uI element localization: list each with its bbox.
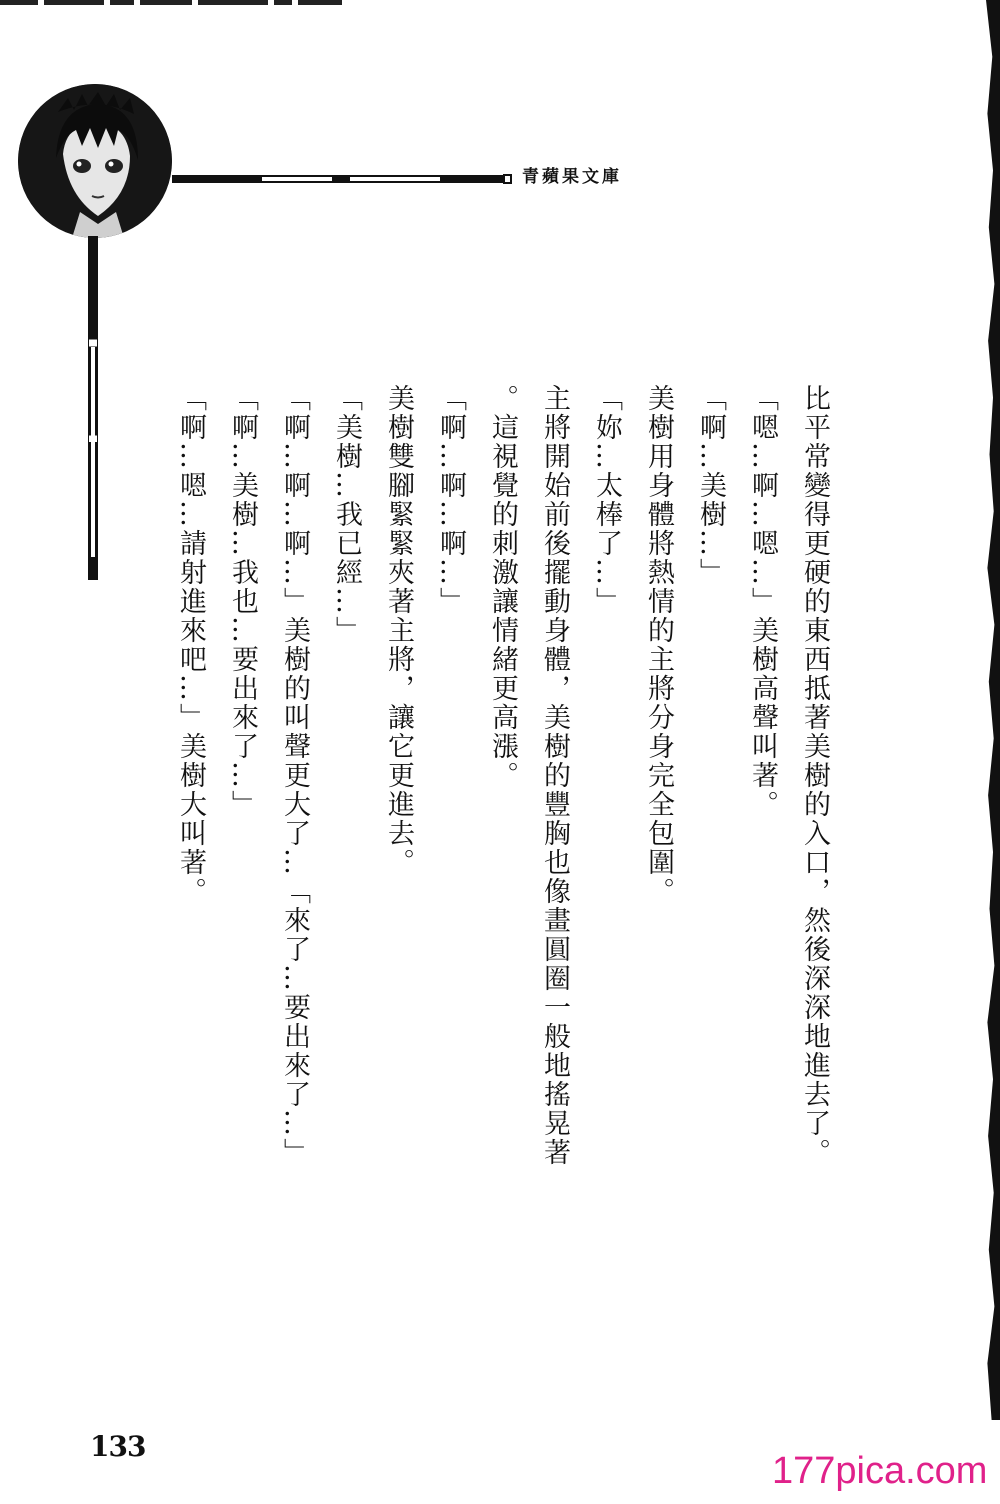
text-line: 「啊…啊…啊…」美樹的叫聲更大了…「來了…要出來了…」 bbox=[279, 384, 310, 1167]
page-number: 133 bbox=[90, 1430, 146, 1463]
text-line: 比平常變得更硬的東西抵著美樹的入口，然後深深地進去了。 bbox=[799, 384, 830, 1167]
text-line: 美樹雙腳緊緊夾著主將，讓它更進去。 bbox=[383, 384, 414, 877]
series-name: 青蘋果文庫 bbox=[522, 167, 622, 187]
text-line: 「啊…啊…啊…」 bbox=[435, 384, 466, 616]
text-line: 「美樹…我已經…」 bbox=[331, 384, 362, 645]
body-text bbox=[164, 384, 840, 1364]
text-line: 美樹用身體將熱情的主將分身完全包圍。 bbox=[643, 384, 674, 906]
text-line: 「嗯…啊…嗯…」美樹高聲叫著。 bbox=[747, 384, 778, 819]
text-line: 「妳…太棒了…」 bbox=[591, 384, 622, 616]
text-line: 。這視覺的刺激讓情緒更高漲。 bbox=[487, 384, 518, 790]
text-line: 「啊…美樹…我也…要出來了…」 bbox=[227, 384, 258, 819]
decorative-horizontal-bar bbox=[172, 175, 504, 183]
text-line: 「啊…嗯…請射進來吧…」美樹大叫著。 bbox=[175, 384, 206, 906]
text-line: 「啊…美樹…」 bbox=[695, 384, 726, 587]
bar-end-cap bbox=[503, 174, 512, 184]
text-line: 主將開始前後擺動身體，美樹的豐胸也像畫圓圈一般地搖晃著 bbox=[539, 384, 570, 1167]
scan-edge-border bbox=[986, 0, 1000, 1420]
site-watermark: 177pica.com bbox=[772, 1450, 988, 1492]
scan-top-marks bbox=[0, 0, 440, 8]
decorative-vertical-bar bbox=[88, 236, 98, 580]
character-portrait bbox=[18, 84, 172, 238]
